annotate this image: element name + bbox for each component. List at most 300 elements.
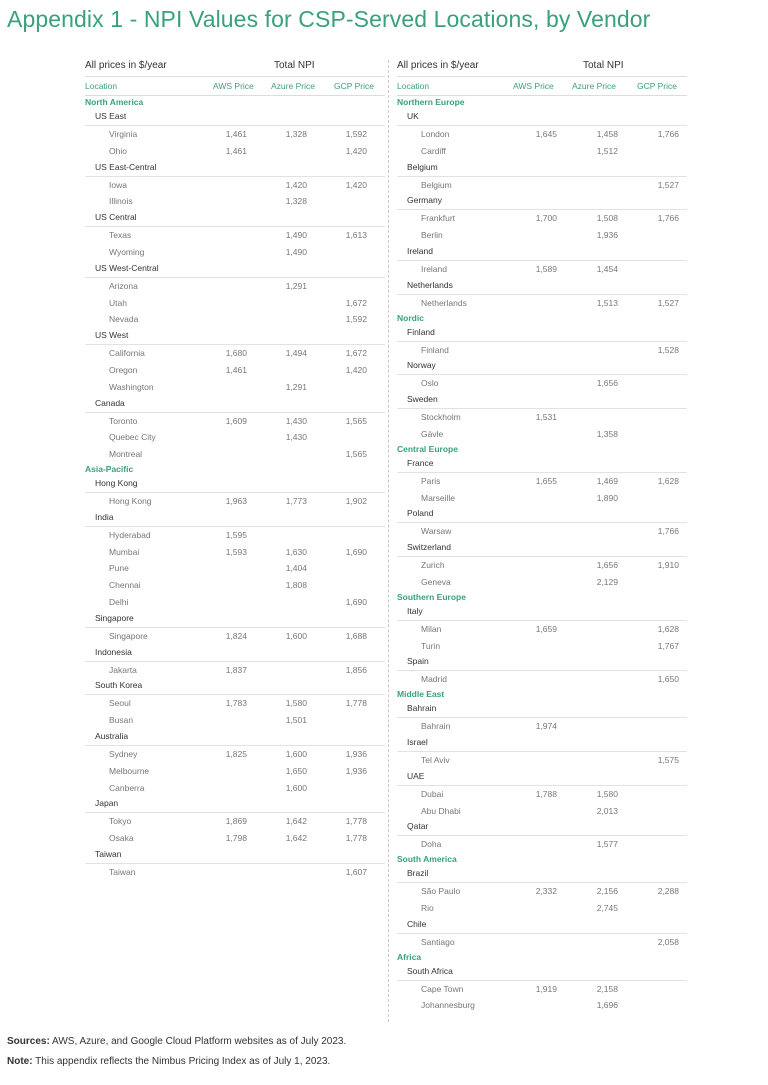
region-row bbox=[85, 96, 385, 109]
country-label: South Africa bbox=[407, 965, 453, 976]
table-row bbox=[85, 745, 385, 763]
location-cell: Hyderabad bbox=[109, 529, 151, 540]
total-npi-heading: Total NPI bbox=[583, 60, 624, 71]
gcp-price-cell: 1,420 bbox=[345, 145, 367, 156]
location-cell: Abu Dhabi bbox=[421, 805, 461, 816]
location-cell: Bahrain bbox=[421, 721, 451, 732]
country-row bbox=[397, 456, 687, 472]
location-cell: California bbox=[109, 348, 145, 359]
country-label: Ireland bbox=[407, 245, 433, 256]
azure-price-cell: 2,129 bbox=[596, 576, 618, 587]
table-row bbox=[85, 492, 385, 510]
column-header-row bbox=[85, 76, 385, 96]
country-label: Chile bbox=[407, 918, 427, 929]
location-cell: São Paulo bbox=[421, 886, 461, 897]
location-cell: Toronto bbox=[109, 415, 138, 426]
aws-price-cell: 1,963 bbox=[225, 495, 247, 506]
country-row bbox=[85, 611, 385, 627]
prices-note: All prices in $/year bbox=[85, 60, 167, 71]
table-row bbox=[397, 374, 687, 392]
country-label: UK bbox=[407, 111, 419, 121]
gcp-price-cell: 1,528 bbox=[657, 344, 679, 355]
country-row bbox=[85, 847, 385, 863]
location-cell: Netherlands bbox=[421, 297, 467, 308]
country-row bbox=[397, 866, 687, 882]
table-row bbox=[85, 344, 385, 362]
gcp-price-cell: 1,778 bbox=[345, 698, 367, 709]
column-header-gcp: GCP Price bbox=[334, 81, 374, 91]
column-header-aws: AWS Price bbox=[513, 81, 554, 91]
country-label: Norway bbox=[407, 360, 436, 371]
region-label: Northern Europe bbox=[397, 97, 465, 107]
country-label: Singapore bbox=[95, 612, 134, 623]
region-label: Asia-Pacific bbox=[85, 463, 134, 474]
location-cell: Canberra bbox=[109, 782, 145, 793]
country-row bbox=[85, 160, 385, 176]
aws-price-cell: 1,825 bbox=[225, 748, 247, 759]
gcp-price-cell: 1,527 bbox=[657, 179, 679, 190]
aws-price-cell: 1,589 bbox=[535, 263, 557, 274]
column-header-row bbox=[397, 76, 687, 96]
column-divider bbox=[388, 60, 389, 1022]
column-header-gcp: GCP Price bbox=[637, 81, 677, 91]
gcp-price-cell: 1,565 bbox=[345, 415, 367, 426]
note-label: Note: bbox=[7, 1056, 33, 1067]
location-cell: Busan bbox=[109, 715, 134, 726]
gcp-price-cell: 1,766 bbox=[657, 213, 679, 224]
country-row bbox=[397, 964, 687, 980]
azure-price-cell: 1,512 bbox=[596, 145, 618, 156]
region-row bbox=[397, 96, 687, 109]
country-label: Brazil bbox=[407, 868, 429, 879]
country-label: Canada bbox=[95, 397, 125, 408]
aws-price-cell: 2,332 bbox=[535, 886, 557, 897]
location-cell: Virginia bbox=[109, 129, 138, 139]
location-cell: Santiago bbox=[421, 936, 455, 947]
country-row bbox=[397, 506, 687, 522]
location-cell: Chennai bbox=[109, 580, 141, 591]
npi-table-right bbox=[397, 58, 687, 1014]
location-cell: Geneva bbox=[421, 576, 451, 587]
country-row bbox=[85, 476, 385, 492]
table-row bbox=[85, 176, 385, 194]
country-label: Spain bbox=[407, 656, 429, 667]
aws-price-cell: 1,595 bbox=[225, 529, 247, 540]
table-row bbox=[85, 277, 385, 295]
country-row bbox=[397, 358, 687, 374]
location-cell: Hong Kong bbox=[109, 495, 152, 506]
location-cell: Warsaw bbox=[421, 526, 452, 537]
table-row bbox=[397, 620, 687, 638]
country-row bbox=[397, 604, 687, 620]
page-title: Appendix 1 - NPI Values for CSP-Served Locations, by Vendor bbox=[7, 6, 651, 32]
country-row bbox=[85, 210, 385, 226]
azure-price-cell: 1,600 bbox=[285, 630, 307, 641]
table-row bbox=[85, 412, 385, 430]
sources-label: Sources: bbox=[7, 1036, 50, 1047]
country-row bbox=[85, 510, 385, 526]
azure-price-cell: 1,642 bbox=[285, 816, 307, 827]
table-row bbox=[85, 362, 385, 379]
azure-price-cell: 1,936 bbox=[596, 230, 618, 241]
table-row bbox=[85, 560, 385, 577]
country-label: Germany bbox=[407, 195, 442, 206]
region-row bbox=[397, 853, 687, 866]
azure-price-cell: 2,745 bbox=[596, 902, 618, 913]
location-cell: Madrid bbox=[421, 674, 447, 685]
azure-price-cell: 2,158 bbox=[596, 983, 618, 994]
aws-price-cell: 1,869 bbox=[225, 816, 247, 827]
location-cell: Ohio bbox=[109, 145, 127, 156]
note-text: This appendix reflects the Nimbus Pricing Index as of July 1, 2023. bbox=[35, 1056, 331, 1067]
table-row bbox=[397, 980, 687, 998]
total-npi-heading: Total NPI bbox=[274, 60, 315, 71]
country-label: UAE bbox=[407, 770, 425, 781]
table-row bbox=[397, 717, 687, 735]
location-cell: Nevada bbox=[109, 314, 139, 325]
country-label: Poland bbox=[407, 508, 434, 519]
table-row bbox=[397, 143, 687, 160]
column-header-location: Location bbox=[85, 81, 118, 91]
location-cell: Oslo bbox=[421, 378, 439, 389]
location-cell: Pune bbox=[109, 563, 129, 574]
location-cell: Milan bbox=[421, 623, 442, 634]
table-row bbox=[397, 803, 687, 820]
location-cell: Tel Aviv bbox=[421, 754, 450, 765]
azure-price-cell: 1,328 bbox=[285, 129, 307, 139]
location-cell: Doha bbox=[421, 839, 442, 850]
table-row bbox=[85, 446, 385, 463]
country-row bbox=[85, 396, 385, 412]
gcp-price-cell: 1,592 bbox=[345, 314, 367, 325]
gcp-price-cell: 1,628 bbox=[657, 623, 679, 634]
country-label: Belgium bbox=[407, 161, 438, 172]
table-row bbox=[397, 574, 687, 591]
column-header-azure: Azure Price bbox=[572, 81, 616, 91]
location-cell: Dubai bbox=[421, 788, 444, 799]
aws-price-cell: 1,655 bbox=[535, 475, 557, 486]
country-row bbox=[397, 735, 687, 751]
table-row bbox=[397, 835, 687, 853]
aws-price-cell: 1,837 bbox=[225, 664, 247, 675]
table-row bbox=[85, 627, 385, 645]
region-row bbox=[397, 951, 687, 964]
gcp-price-cell: 1,592 bbox=[345, 129, 367, 139]
table-row bbox=[397, 426, 687, 443]
table-row bbox=[85, 193, 385, 210]
gcp-price-cell: 1,778 bbox=[345, 833, 367, 844]
gcp-price-cell: 1,650 bbox=[657, 674, 679, 685]
gcp-price-cell: 1,565 bbox=[345, 449, 367, 460]
gcp-price-cell: 1,690 bbox=[345, 596, 367, 607]
location-cell: Oregon bbox=[109, 364, 138, 375]
country-row bbox=[397, 769, 687, 785]
country-row bbox=[85, 796, 385, 812]
azure-price-cell: 1,490 bbox=[285, 230, 307, 241]
azure-price-cell: 1,328 bbox=[285, 196, 307, 207]
azure-price-cell: 1,630 bbox=[285, 546, 307, 557]
country-row bbox=[397, 540, 687, 556]
country-label: Switzerland bbox=[407, 542, 451, 553]
country-label: US East-Central bbox=[95, 161, 157, 172]
region-label: North America bbox=[85, 97, 144, 107]
country-row bbox=[397, 244, 687, 260]
note-line bbox=[7, 1056, 330, 1067]
region-row bbox=[397, 688, 687, 701]
location-cell: Illinois bbox=[109, 196, 133, 207]
location-cell: Berlin bbox=[421, 230, 443, 241]
country-label: Hong Kong bbox=[95, 477, 138, 488]
aws-price-cell: 1,700 bbox=[535, 213, 557, 224]
azure-price-cell: 1,513 bbox=[596, 297, 618, 308]
table-row bbox=[85, 295, 385, 312]
country-label: Indonesia bbox=[95, 646, 132, 657]
azure-price-cell: 1,508 bbox=[596, 213, 618, 224]
country-label: Netherlands bbox=[407, 279, 453, 290]
azure-price-cell: 1,494 bbox=[285, 348, 307, 359]
location-cell: Paris bbox=[421, 475, 441, 486]
table-row bbox=[397, 785, 687, 803]
azure-price-cell: 1,458 bbox=[596, 129, 618, 139]
region-row bbox=[397, 443, 687, 456]
location-cell: Wyoming bbox=[109, 246, 145, 257]
table-row bbox=[397, 408, 687, 426]
azure-price-cell: 1,600 bbox=[285, 782, 307, 793]
azure-price-cell: 1,656 bbox=[596, 560, 618, 571]
azure-price-cell: 1,404 bbox=[285, 563, 307, 574]
table-body bbox=[85, 96, 385, 881]
azure-price-cell: 1,696 bbox=[596, 1000, 618, 1011]
location-cell: Quebec City bbox=[109, 432, 156, 443]
table-row bbox=[397, 209, 687, 227]
location-cell: Seoul bbox=[109, 698, 131, 709]
prices-note: All prices in $/year bbox=[397, 60, 479, 71]
azure-price-cell: 1,580 bbox=[596, 788, 618, 799]
location-cell: Sydney bbox=[109, 748, 138, 759]
gcp-price-cell: 1,527 bbox=[657, 297, 679, 308]
country-row bbox=[397, 654, 687, 670]
location-cell: Johannesburg bbox=[421, 1000, 475, 1011]
country-row bbox=[85, 678, 385, 694]
location-cell: Stockholm bbox=[421, 412, 461, 423]
table-row bbox=[397, 556, 687, 574]
country-row bbox=[397, 392, 687, 408]
aws-price-cell: 1,609 bbox=[225, 415, 247, 426]
gcp-price-cell: 1,766 bbox=[657, 526, 679, 537]
gcp-price-cell: 1,613 bbox=[345, 230, 367, 241]
aws-price-cell: 1,461 bbox=[225, 364, 247, 375]
location-cell: Mumbai bbox=[109, 546, 140, 557]
gcp-price-cell: 1,902 bbox=[345, 495, 367, 506]
gcp-price-cell: 1,607 bbox=[345, 866, 367, 877]
gcp-price-cell: 2,058 bbox=[657, 936, 679, 947]
azure-price-cell: 1,580 bbox=[285, 698, 307, 709]
aws-price-cell: 1,461 bbox=[225, 129, 247, 139]
azure-price-cell: 1,358 bbox=[596, 428, 618, 439]
location-cell: Belgium bbox=[421, 179, 452, 190]
country-label: Qatar bbox=[407, 821, 429, 832]
table-caption-row bbox=[85, 58, 385, 76]
azure-price-cell: 1,291 bbox=[285, 381, 307, 392]
country-label: Bahrain bbox=[407, 703, 437, 714]
country-label: India bbox=[95, 511, 114, 522]
table-row bbox=[397, 997, 687, 1014]
location-cell: Frankfurt bbox=[421, 213, 456, 224]
location-cell: Delhi bbox=[109, 596, 129, 607]
country-label: US West bbox=[95, 330, 129, 341]
azure-price-cell: 1,454 bbox=[596, 263, 618, 274]
table-row bbox=[85, 694, 385, 712]
sources-line bbox=[7, 1036, 346, 1047]
location-cell: Osaka bbox=[109, 833, 134, 844]
country-label: France bbox=[407, 457, 434, 468]
country-row bbox=[397, 109, 687, 125]
gcp-price-cell: 1,672 bbox=[345, 348, 367, 359]
gcp-price-cell: 1,690 bbox=[345, 546, 367, 557]
region-label: Africa bbox=[397, 951, 422, 962]
gcp-price-cell: 1,420 bbox=[345, 179, 367, 190]
country-label: Italy bbox=[407, 605, 423, 616]
azure-price-cell: 1,773 bbox=[285, 495, 307, 506]
aws-price-cell: 1,531 bbox=[535, 412, 557, 423]
aws-price-cell: 1,974 bbox=[535, 721, 557, 732]
table-row bbox=[397, 882, 687, 900]
country-label: US West-Central bbox=[95, 262, 159, 273]
location-cell: Jakarta bbox=[109, 664, 137, 675]
aws-price-cell: 1,593 bbox=[225, 546, 247, 557]
table-row bbox=[397, 638, 687, 655]
country-row bbox=[397, 701, 687, 717]
azure-price-cell: 1,650 bbox=[285, 765, 307, 776]
table-row bbox=[85, 311, 385, 328]
gcp-price-cell: 1,778 bbox=[345, 816, 367, 827]
table-row bbox=[397, 472, 687, 490]
azure-price-cell: 1,808 bbox=[285, 580, 307, 591]
table-row bbox=[397, 900, 687, 917]
gcp-price-cell: 1,688 bbox=[345, 630, 367, 641]
azure-price-cell: 1,501 bbox=[285, 715, 307, 726]
location-cell: Montreal bbox=[109, 449, 143, 460]
aws-price-cell: 1,824 bbox=[225, 630, 247, 641]
gcp-price-cell: 1,936 bbox=[345, 765, 367, 776]
azure-price-cell: 2,013 bbox=[596, 805, 618, 816]
gcp-price-cell: 1,910 bbox=[657, 560, 679, 571]
table-row bbox=[85, 780, 385, 797]
gcp-price-cell: 1,575 bbox=[657, 754, 679, 765]
table-row bbox=[397, 522, 687, 540]
table-row bbox=[397, 125, 687, 143]
country-row bbox=[397, 193, 687, 209]
location-cell: Rio bbox=[421, 902, 434, 913]
azure-price-cell: 1,430 bbox=[285, 432, 307, 443]
country-label: US East bbox=[95, 111, 127, 121]
table-row bbox=[397, 490, 687, 507]
region-row bbox=[397, 591, 687, 604]
table-caption-row bbox=[397, 58, 687, 76]
aws-price-cell: 1,680 bbox=[225, 348, 247, 359]
table-row bbox=[85, 143, 385, 160]
region-label: Nordic bbox=[397, 312, 424, 323]
table-row bbox=[85, 594, 385, 611]
table-row bbox=[397, 341, 687, 359]
column-header-aws: AWS Price bbox=[213, 81, 254, 91]
location-cell: Singapore bbox=[109, 630, 148, 641]
table-row bbox=[85, 863, 385, 881]
region-row bbox=[85, 463, 385, 476]
location-cell: Texas bbox=[109, 230, 132, 241]
location-cell: Iowa bbox=[109, 179, 127, 190]
table-row bbox=[397, 751, 687, 769]
table-row bbox=[85, 244, 385, 261]
location-cell: Taiwan bbox=[109, 866, 136, 877]
location-cell: London bbox=[421, 129, 450, 139]
gcp-price-cell: 2,288 bbox=[657, 886, 679, 897]
country-row bbox=[85, 109, 385, 125]
country-row bbox=[397, 325, 687, 341]
azure-price-cell: 1,469 bbox=[596, 475, 618, 486]
gcp-price-cell: 1,766 bbox=[657, 129, 679, 139]
azure-price-cell: 1,430 bbox=[285, 415, 307, 426]
table-row bbox=[397, 933, 687, 951]
aws-price-cell: 1,645 bbox=[535, 129, 557, 139]
country-label: Japan bbox=[95, 798, 119, 809]
azure-price-cell: 1,420 bbox=[285, 179, 307, 190]
country-label: Israel bbox=[407, 736, 428, 747]
location-cell: Cardiff bbox=[421, 145, 446, 156]
azure-price-cell: 1,642 bbox=[285, 833, 307, 844]
column-header-location: Location bbox=[397, 81, 430, 91]
table-row bbox=[85, 429, 385, 446]
aws-price-cell: 1,798 bbox=[225, 833, 247, 844]
table-row bbox=[85, 812, 385, 830]
table-row bbox=[85, 577, 385, 594]
location-cell: Melbourne bbox=[109, 765, 150, 776]
location-cell: Washington bbox=[109, 381, 154, 392]
table-row bbox=[397, 176, 687, 194]
table-row bbox=[397, 294, 687, 312]
location-cell: Arizona bbox=[109, 280, 138, 291]
gcp-price-cell: 1,672 bbox=[345, 297, 367, 308]
azure-price-cell: 1,291 bbox=[285, 280, 307, 291]
country-row bbox=[397, 819, 687, 835]
table-row bbox=[85, 712, 385, 729]
region-label: Southern Europe bbox=[397, 591, 466, 602]
country-row bbox=[397, 278, 687, 294]
azure-price-cell: 2,156 bbox=[596, 886, 618, 897]
country-row bbox=[85, 645, 385, 661]
table-row bbox=[85, 661, 385, 679]
table-row bbox=[85, 763, 385, 780]
table-row bbox=[85, 125, 385, 143]
gcp-price-cell: 1,856 bbox=[345, 664, 367, 675]
table-row bbox=[85, 830, 385, 847]
table-row bbox=[85, 226, 385, 244]
location-cell: Finland bbox=[421, 344, 449, 355]
azure-price-cell: 1,600 bbox=[285, 748, 307, 759]
country-row bbox=[85, 261, 385, 277]
region-label: South America bbox=[397, 854, 457, 865]
table-row bbox=[85, 379, 385, 396]
table-body bbox=[397, 96, 687, 1014]
table-row bbox=[85, 544, 385, 561]
sources-text: AWS, Azure, and Google Cloud Platform websites as of July 2023. bbox=[52, 1036, 347, 1047]
location-cell: Tokyo bbox=[109, 816, 132, 827]
gcp-price-cell: 1,936 bbox=[345, 748, 367, 759]
azure-price-cell: 1,490 bbox=[285, 246, 307, 257]
country-label: Finland bbox=[407, 326, 435, 337]
gcp-price-cell: 1,767 bbox=[657, 640, 679, 651]
aws-price-cell: 1,788 bbox=[535, 788, 557, 799]
